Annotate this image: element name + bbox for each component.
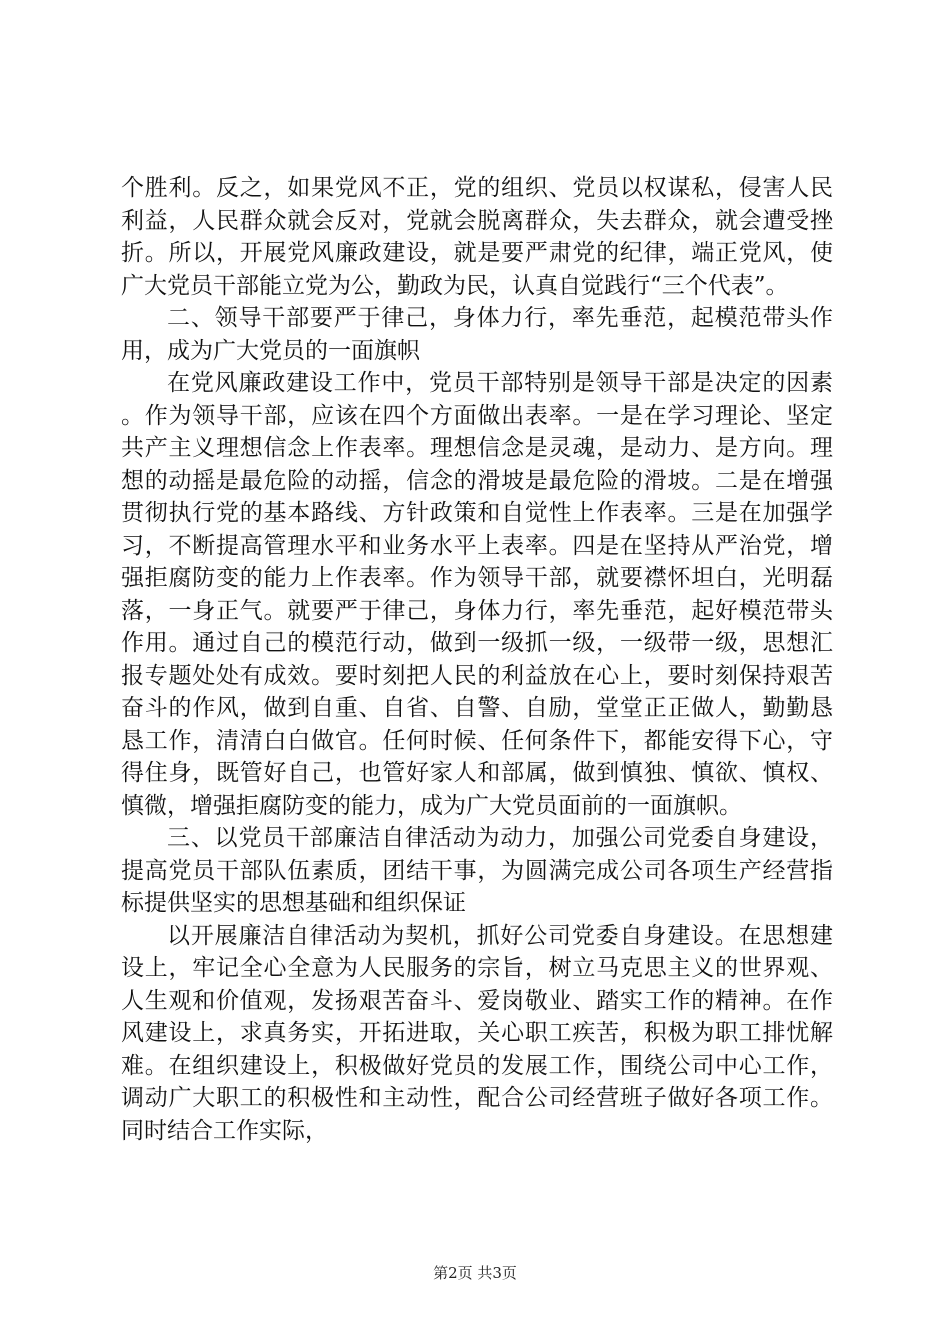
page-number-footer: 第2页 共3页 [433,1264,517,1282]
section-heading-2: 二、领导干部要严于律己，身体力行，率先垂范，起模范带头作用，成为广大党员的一面旗帜 [121,305,833,364]
document-body [121,172,833,1147]
section-heading-3: 三、以党员干部廉洁自律活动为动力，加强公司党委自身建设，提高党员干部队伍素质，团结干事，为圆满完成公司各项生产经营指标提供坚实的思想基础和组织保证 [121,825,833,916]
paragraph-1: 个胜利。反之，如果党风不正，党的组织、党员以权谋私，侵害人民利益，人民群众就会反对，党就会脱离群众，失去群众，就会遭受挫折。所以，开展党风廉政建设，就是要严肃党的纪律，端正党风，使广大党员干部能立党为公，勤政为民，认真自觉践行“三个代表”。 [121,175,833,299]
paragraph-2: 在党风廉政建设工作中，党员干部特别是领导干部是决定的因素。作为领导干部，应该在四个方面做出表率。一是在学习理论、坚定共产主义理想信念上作表率。理想信念是灵魂，是动力、是方向。理想的动摇是最危险的动摇，信念的滑坡是最危险的滑坡。二是在增强贯彻执行党的基本路线、方针政策和自觉性上作表率。三是在加强学习，不断提高管理水平和业务水平上表率。四是在坚持从严治党，增强拒腐防变的能力上作表率。作为领导干部，就要襟怀坦白，光明磊落，一身正气。就要严于律己，身体力行，率先垂范，起好模范带头作用。通过自己的模范行动，做到一级抓一级，一级带一级，思想汇报专题处处有成效。要时刻把人民的利益放在心上，要时刻保持艰苦奋斗的作风，做到自重、自省、自警、自励，堂堂正正做人，勤勤恳恳工作，清清白白做官。任何时候、任何条件下，都能安得下心，守得住身，既管好自己，也管好家人和部属，做到慎独、慎欲、慎权、慎微，增强拒腐防变的能力，成为广大党员面前的一面旗帜。 [121,370,833,819]
paragraph-3: 以开展廉洁自律活动为契机，抓好公司党委自身建设。在思想建设上，牢记全心全意为人民服务的宗旨，树立马克思主义的世界观、人生观和价值观，发扬艰苦奋斗、爱岗敬业、踏实工作的精神。在作风建设上，求真务实，开拓进取，关心职工疾苦，积极为职工排忧解难。在组织建设上，积极做好党员的发展工作，围绕公司中心工作，调动广大职工的积极性和主动性，配合公司经营班子做好各项工作。同时结合工作实际， [121,922,833,1144]
